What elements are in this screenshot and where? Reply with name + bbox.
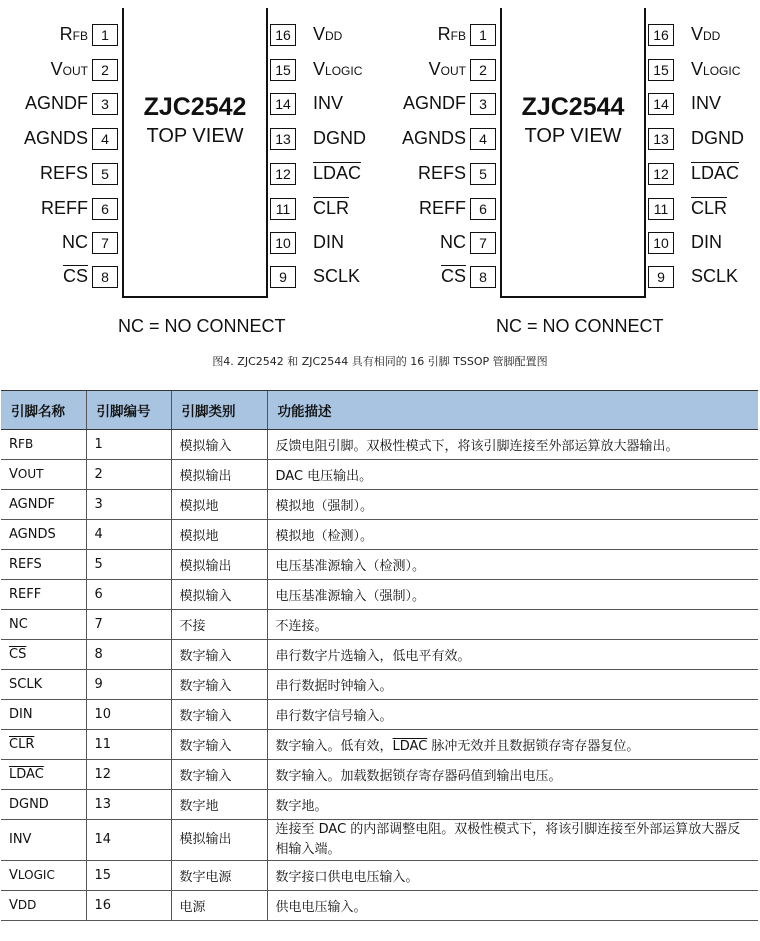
table-row xyxy=(1,430,758,460)
pin-name-subscript: DD xyxy=(703,29,721,43)
package-diagram-zjc2542 xyxy=(0,0,378,345)
pin-number-box: 3 xyxy=(470,93,496,115)
table-row xyxy=(1,760,758,790)
pin-name-text: AGNDF xyxy=(403,93,466,113)
pin-number-box: 4 xyxy=(92,128,118,150)
pin-name-subscript: OUT xyxy=(440,64,466,78)
pin-number-box: 14 xyxy=(648,93,674,115)
pin-name-text: R xyxy=(59,24,73,44)
cell-pin-name xyxy=(1,891,86,921)
pin-label xyxy=(313,161,361,185)
pin-name-subscript: DD xyxy=(17,898,37,912)
pin-label xyxy=(691,161,739,185)
pin-name-text: REFS xyxy=(9,557,42,572)
cell-description: 数字输入。加载数据锁存寄存器码值到输出电压。 xyxy=(267,760,758,790)
pin-name-text: V xyxy=(691,59,704,79)
cell-pin-type: 数字输入 xyxy=(171,670,267,700)
table-row xyxy=(1,820,758,861)
cell-pin-name xyxy=(1,520,86,550)
header-pin-name: 引脚名称 xyxy=(1,391,86,430)
pin-name-text: LDAC xyxy=(691,163,740,183)
pin-name-text: REFF xyxy=(9,587,42,602)
pin-name-text: INV xyxy=(9,832,32,847)
pin-row xyxy=(0,232,378,256)
pin-name-subscript: LOGIC xyxy=(703,64,741,78)
pin-name-text: AGNDS xyxy=(401,128,466,148)
pin-name-text: V xyxy=(9,467,18,482)
cell-pin-number: 8 xyxy=(86,640,171,670)
pin-row xyxy=(378,198,756,222)
pin-name-text: INV xyxy=(313,93,344,113)
right-pins xyxy=(0,0,378,300)
cell-pin-number: 3 xyxy=(86,490,171,520)
pin-row xyxy=(378,93,756,117)
pin-name-text: AGNDF xyxy=(9,497,55,512)
cell-pin-type: 模拟输出 xyxy=(171,460,267,490)
pin-name-subscript: OUT xyxy=(17,467,44,481)
pin-name-text: $\overline{CS}$ xyxy=(62,266,88,286)
cell-description: 电压基准源输入（强制）。 xyxy=(267,580,758,610)
pin-row xyxy=(0,163,378,187)
pin-label xyxy=(691,57,740,83)
cell-description: 供电电压输入。 xyxy=(267,891,758,921)
cell-description: 连接至 DAC 的内部调整电阻。双极性模式下，将该引脚连接至外部运算放大器反相输入端。 xyxy=(267,820,758,861)
pin-row xyxy=(0,266,378,290)
pin-row xyxy=(0,24,378,48)
pin-number-box: 3 xyxy=(92,93,118,115)
cell-pin-number: 12 xyxy=(86,760,171,790)
table-row xyxy=(1,790,758,820)
pin-description-table xyxy=(1,390,758,921)
pin-name-text: $\overline{CLR}$ xyxy=(9,737,35,752)
cell-pin-type: 数字输入 xyxy=(171,760,267,790)
cell-pin-name xyxy=(1,730,86,760)
cell-description: 电压基准源输入（检测）。 xyxy=(267,550,758,580)
cell-pin-number: 14 xyxy=(86,820,171,861)
pin-name-text: $\overline{CS}$ xyxy=(9,647,27,662)
pin-label xyxy=(313,91,343,115)
pin-number-box: 15 xyxy=(270,59,296,81)
table-row xyxy=(1,490,758,520)
cell-pin-name xyxy=(1,790,86,820)
cell-pin-number: 1 xyxy=(86,430,171,460)
pin-number-box: 13 xyxy=(270,128,296,150)
header-pin-type: 引脚类别 xyxy=(171,391,267,430)
pin-number-box: 2 xyxy=(92,59,118,81)
pin-number-box: 1 xyxy=(470,24,496,46)
cell-pin-name xyxy=(1,640,86,670)
pin-name-text: R xyxy=(437,24,451,44)
cell-pin-type: 数字输入 xyxy=(171,640,267,670)
pin-label xyxy=(313,57,362,83)
pin-row xyxy=(378,24,756,48)
pin-label xyxy=(691,196,727,220)
cell-pin-type: 模拟输出 xyxy=(171,820,267,861)
nc-note: NC = NO CONNECT xyxy=(118,316,286,336)
pin-row xyxy=(378,163,756,187)
pin-name-text: INV xyxy=(691,93,722,113)
table-row xyxy=(1,861,758,891)
pin-row xyxy=(378,59,756,83)
pin-name-text: $\overline{CLR}$ xyxy=(313,198,350,218)
cell-pin-name xyxy=(1,580,86,610)
cell-pin-name xyxy=(1,430,86,460)
cell-description: 串行数据时钟输入。 xyxy=(267,670,758,700)
desc-overline-text: LDAC xyxy=(392,739,428,754)
pin-row xyxy=(378,266,756,290)
pin-name-text: $\overline{CLR}$ xyxy=(691,198,728,218)
pin-number-box: 8 xyxy=(92,266,118,288)
cell-pin-number: 4 xyxy=(86,520,171,550)
cell-pin-type: 电源 xyxy=(171,891,267,921)
pin-name-text: NC xyxy=(9,617,28,632)
pin-label xyxy=(691,91,721,115)
desc-text: 数字输入。低有效， xyxy=(275,739,393,754)
pin-name-text: NC xyxy=(440,232,466,252)
pin-row xyxy=(378,232,756,256)
pin-name-text: DGND xyxy=(691,128,744,148)
pin-number-box: 7 xyxy=(92,232,118,254)
pin-number-box: 16 xyxy=(270,24,296,46)
pin-number-box: 4 xyxy=(470,128,496,150)
table-row xyxy=(1,550,758,580)
pin-number-box: 6 xyxy=(470,198,496,220)
cell-pin-number: 16 xyxy=(86,891,171,921)
pin-name-text: LDAC xyxy=(9,767,44,782)
cell-pin-number: 6 xyxy=(86,580,171,610)
table-row xyxy=(1,670,758,700)
cell-description: 串行数字片选输入，低电平有效。 xyxy=(267,640,758,670)
chip-name: ZJC2542 xyxy=(143,93,247,121)
cell-description: 模拟地（强制）。 xyxy=(267,490,758,520)
cell-pin-number: 9 xyxy=(86,670,171,700)
cell-pin-type: 数字输入 xyxy=(171,700,267,730)
pin-number-box: 16 xyxy=(648,24,674,46)
pin-label xyxy=(313,264,360,288)
pin-number-box: 6 xyxy=(92,198,118,220)
pin-label xyxy=(313,126,366,150)
pin-number-box: 1 xyxy=(92,24,118,46)
cell-pin-number: 15 xyxy=(86,861,171,891)
pin-name-subscript: DD xyxy=(325,29,343,43)
pin-name-text: SCLK xyxy=(313,266,361,286)
pin-number-box: 10 xyxy=(270,232,296,254)
cell-pin-name xyxy=(1,490,86,520)
table-header-row xyxy=(1,391,758,430)
table-row xyxy=(1,460,758,490)
pin-name-text: DIN xyxy=(313,232,344,252)
pin-name-text: $\overline{CS}$ xyxy=(440,266,466,286)
pin-name-subscript: LOGIC xyxy=(17,868,55,882)
chip-name: ZJC2544 xyxy=(521,93,625,121)
cell-pin-name xyxy=(1,550,86,580)
cell-pin-type: 数字地 xyxy=(171,790,267,820)
pin-label xyxy=(313,230,344,254)
pin-row xyxy=(0,198,378,222)
pin-name-text: REFF xyxy=(419,198,466,218)
package-diagram-zjc2544 xyxy=(378,0,756,345)
pin-name-text: REFF xyxy=(41,198,88,218)
pin-name-text: DIN xyxy=(691,232,722,252)
cell-description: 反馈电阻引脚。双极性模式下，将该引脚连接至外部运算放大器输出。 xyxy=(267,430,758,460)
cell-pin-name xyxy=(1,670,86,700)
cell-pin-name xyxy=(1,460,86,490)
pin-row xyxy=(0,59,378,83)
pin-name-text: DGND xyxy=(313,128,366,148)
pin-row xyxy=(0,93,378,117)
cell-pin-type: 数字电源 xyxy=(171,861,267,891)
cell-pin-number: 11 xyxy=(86,730,171,760)
cell-pin-type: 模拟输出 xyxy=(171,550,267,580)
pin-name-text: SCLK xyxy=(691,266,739,286)
cell-pin-type: 不接 xyxy=(171,610,267,640)
top-view-label: TOP VIEW xyxy=(524,125,622,147)
pin-number-box: 14 xyxy=(270,93,296,115)
pin-label xyxy=(313,22,342,48)
pin-name-text: V xyxy=(50,59,63,79)
pin-name-text: V xyxy=(691,24,704,44)
cell-pin-number: 5 xyxy=(86,550,171,580)
table-row xyxy=(1,700,758,730)
pin-number-box: 12 xyxy=(270,163,296,185)
pin-number-box: 5 xyxy=(470,163,496,185)
cell-pin-name xyxy=(1,820,86,861)
cell-pin-name xyxy=(1,700,86,730)
cell-pin-number: 2 xyxy=(86,460,171,490)
pin-name-text: V xyxy=(428,59,441,79)
pin-number-box: 12 xyxy=(648,163,674,185)
pin-name-subscript: OUT xyxy=(62,64,88,78)
pin-label xyxy=(691,264,738,288)
pin-name-text: V xyxy=(9,868,18,883)
cell-description: DAC 电压输出。 xyxy=(267,460,758,490)
pin-name-subscript: FB xyxy=(18,437,34,451)
pin-number-box: 11 xyxy=(270,198,296,220)
pin-number-box: 15 xyxy=(648,59,674,81)
nc-note: NC = NO CONNECT xyxy=(496,316,664,336)
pin-name-text: AGNDS xyxy=(9,527,56,542)
pin-number-box: 13 xyxy=(648,128,674,150)
figure-caption: 图4. ZJC2542 和 ZJC2544 具有相同的 16 引脚 TSSOP 管脚配置图 xyxy=(212,355,548,368)
pin-label xyxy=(691,22,720,48)
pin-row xyxy=(0,128,378,152)
pin-name-text: DIN xyxy=(9,707,33,722)
cell-pin-name xyxy=(1,861,86,891)
table-row xyxy=(1,610,758,640)
table-row xyxy=(1,640,758,670)
table-row xyxy=(1,520,758,550)
right-pins xyxy=(378,0,756,300)
pin-number-box: 5 xyxy=(92,163,118,185)
pin-name-text: R xyxy=(9,437,19,452)
pin-name-subscript: LOGIC xyxy=(325,64,363,78)
pin-label xyxy=(313,196,349,220)
pin-name-text: REFS xyxy=(417,163,466,183)
cell-pin-type: 模拟输入 xyxy=(171,580,267,610)
cell-pin-type: 模拟地 xyxy=(171,490,267,520)
pin-name-text: REFS xyxy=(39,163,88,183)
cell-description: 串行数字信号输入。 xyxy=(267,700,758,730)
pin-name-text: NC xyxy=(62,232,88,252)
pin-name-text: V xyxy=(9,898,18,913)
pin-name-text: DGND xyxy=(9,797,49,812)
header-pin-number: 引脚编号 xyxy=(86,391,171,430)
pin-name-text: AGNDS xyxy=(23,128,88,148)
pin-name-text: V xyxy=(313,24,326,44)
cell-pin-type: 模拟地 xyxy=(171,520,267,550)
pin-number-box: 9 xyxy=(270,266,296,288)
pin-name-text: AGNDF xyxy=(25,93,88,113)
cell-pin-type: 数字输入 xyxy=(171,730,267,760)
pin-name-subscript: FB xyxy=(72,29,88,43)
pin-name-text: V xyxy=(313,59,326,79)
cell-description: 不连接。 xyxy=(267,610,758,640)
cell-description: 数字接口供电电压输入。 xyxy=(267,861,758,891)
pin-number-box: 9 xyxy=(648,266,674,288)
pin-number-box: 11 xyxy=(648,198,674,220)
pin-row xyxy=(378,128,756,152)
cell-pin-name xyxy=(1,610,86,640)
pin-name-subscript: FB xyxy=(450,29,466,43)
cell-pin-type: 模拟输入 xyxy=(171,430,267,460)
pin-number-box: 10 xyxy=(648,232,674,254)
cell-pin-name xyxy=(1,760,86,790)
pin-number-box: 7 xyxy=(470,232,496,254)
cell-pin-number: 10 xyxy=(86,700,171,730)
cell-description xyxy=(267,730,758,760)
pin-label xyxy=(691,126,744,150)
table-row xyxy=(1,730,758,760)
cell-description: 数字地。 xyxy=(267,790,758,820)
top-view-label: TOP VIEW xyxy=(146,125,244,147)
pin-label xyxy=(691,230,722,254)
cell-pin-number: 13 xyxy=(86,790,171,820)
table-row xyxy=(1,891,758,921)
pin-number-box: 8 xyxy=(470,266,496,288)
pin-name-text: SCLK xyxy=(9,677,43,692)
cell-pin-number: 7 xyxy=(86,610,171,640)
pin-name-text: LDAC xyxy=(313,163,362,183)
cell-description: 模拟地（检测）。 xyxy=(267,520,758,550)
desc-text: 脉冲无效并且数据锁存寄存器复位。 xyxy=(427,739,640,754)
header-description: 功能描述 xyxy=(267,391,758,430)
table-row xyxy=(1,580,758,610)
pin-number-box: 2 xyxy=(470,59,496,81)
